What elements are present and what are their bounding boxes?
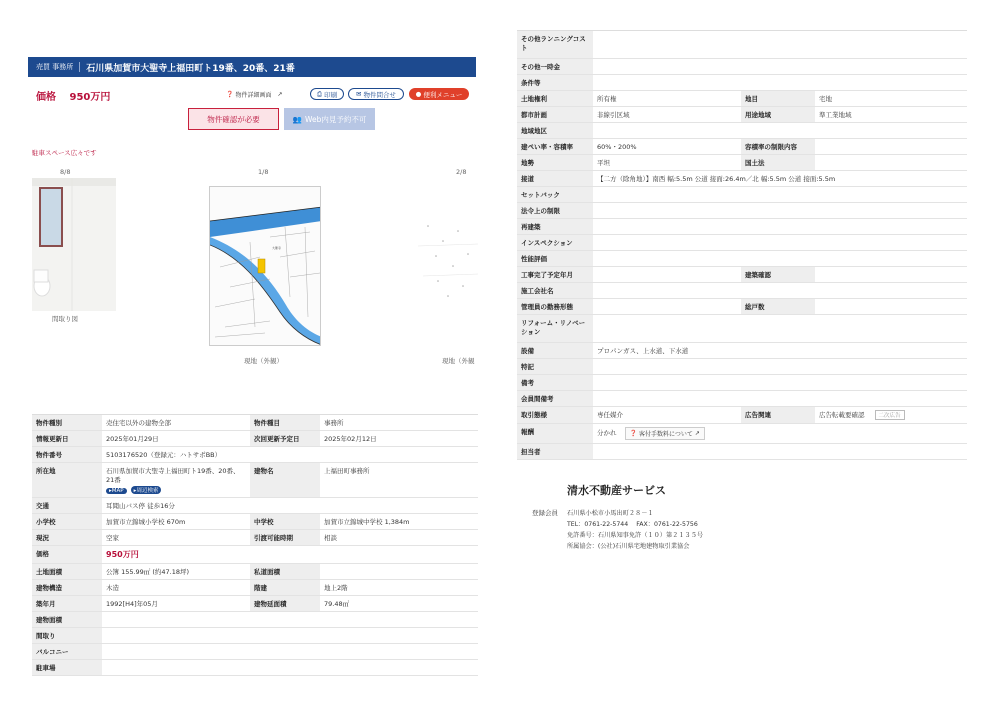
field-value: 2025年02月12日 — [324, 435, 377, 443]
field-value: 事務所 — [324, 419, 344, 427]
commission-info-button[interactable] — [625, 427, 705, 440]
field-label: 用途地域 — [741, 107, 815, 122]
exterior-caption: 現地（外観 — [442, 357, 475, 365]
floorplan-caption: 間取り図 — [52, 315, 78, 323]
field-label: 次回更新予定日 — [250, 431, 320, 446]
field-value — [815, 407, 967, 423]
gallery-counter-left: 8/8 — [60, 168, 71, 176]
field-label: 性能評価 — [517, 251, 593, 266]
field-label: 現況 — [32, 530, 102, 545]
field-label: 情報更新日 — [32, 431, 102, 446]
table-row — [517, 267, 967, 283]
field-value — [593, 315, 967, 342]
field-label: 小学校 — [32, 514, 102, 529]
svg-text:大聖寺: 大聖寺 — [272, 246, 282, 250]
field-label: 備考 — [517, 375, 593, 390]
field-label: 設備 — [517, 343, 593, 358]
field-value — [320, 564, 478, 579]
field-label: 建物構造 — [32, 580, 102, 595]
field-value: 【二方（除角地）】南西 幅:5.5m 公道 接面:26.4m／北 幅:5.5m 公道 接面:5.5m — [597, 175, 836, 183]
field-value: 相談 — [324, 534, 337, 542]
field-label: 法令上の制限 — [517, 203, 593, 218]
field-value — [102, 628, 478, 643]
floorplan-photo[interactable] — [32, 178, 116, 311]
field-label: 特記 — [517, 359, 593, 374]
field-value: 2025年01月29日 — [106, 435, 159, 443]
field-value: 1992[H4]年05月 — [106, 600, 158, 608]
table-row — [517, 139, 967, 155]
field-value: 地上2階 — [324, 584, 348, 592]
field-label: 建築確認 — [741, 267, 815, 282]
field-label: 価格 — [32, 546, 102, 563]
property-category: 売買 事務所 — [36, 62, 80, 72]
table-row — [32, 463, 478, 498]
field-value — [815, 299, 967, 314]
inquiry-button[interactable] — [348, 88, 404, 100]
field-value: 非線引区域 — [597, 111, 630, 119]
field-value — [593, 299, 741, 314]
print-button[interactable] — [310, 88, 344, 100]
address-value: 石川県加賀市大聖寺上福田町ト19番、20番、21番 — [106, 467, 240, 484]
company-address: 石川県小松市小馬出町２８－１ — [567, 510, 654, 517]
help-icon: ❓ — [629, 430, 637, 437]
field-label: その他ランニングコスト — [517, 31, 593, 58]
field-label: 所在地 — [32, 463, 102, 497]
field-label: 中学校 — [250, 514, 320, 529]
field-value — [815, 139, 967, 154]
web-view-label: Web内見予約不可 — [304, 114, 367, 124]
inquiry-label: 物件問合せ — [363, 90, 396, 99]
field-value — [593, 375, 967, 390]
table-row — [517, 299, 967, 315]
field-value — [593, 251, 967, 266]
menu-label: 便利メニュー — [423, 90, 463, 99]
field-label: 再建築 — [517, 219, 593, 234]
field-value: 加賀市立錦城中学校 1,384m — [324, 518, 410, 526]
field-label: セットバック — [517, 187, 593, 202]
table-row — [517, 375, 967, 391]
table-row — [517, 444, 967, 460]
field-value — [593, 187, 967, 202]
field-value — [102, 660, 478, 675]
nearby-search-button[interactable]: ▸周辺検索 — [131, 486, 162, 494]
table-row — [517, 155, 967, 171]
field-label: 取引態様 — [517, 407, 593, 423]
field-label: バルコニー — [32, 644, 102, 659]
field-value — [102, 612, 478, 627]
table-row — [32, 530, 478, 546]
field-value — [593, 444, 967, 459]
field-value — [593, 267, 741, 282]
table-row — [517, 235, 967, 251]
field-label: 土地権利 — [517, 91, 593, 106]
property-info-table — [32, 414, 478, 676]
field-value: 所有権 — [597, 95, 617, 103]
field-value — [593, 123, 967, 138]
field-value — [102, 644, 478, 659]
price-field-value: 950万円 — [106, 550, 139, 559]
field-value — [815, 267, 967, 282]
field-value — [815, 155, 967, 170]
table-row — [517, 187, 967, 203]
field-label: 報酬 — [517, 424, 593, 443]
company-contact: TEL：0761-22-5744 FAX：0761-22-5756 — [567, 521, 698, 528]
field-label: 物件種目 — [250, 415, 320, 430]
field-label: 物件種別 — [32, 415, 102, 430]
ad-value: 広告転載要確認 — [819, 411, 865, 419]
location-map — [210, 187, 321, 346]
table-row — [32, 514, 478, 530]
field-value: 宅地 — [819, 95, 832, 103]
field-value: 加賀市立錦城小学校 670m — [106, 518, 186, 526]
field-value: 上福田町事務所 — [324, 467, 370, 475]
property-header — [28, 57, 476, 77]
field-label: その他一時金 — [517, 59, 593, 74]
table-row — [517, 59, 967, 75]
price-label: 価格 — [36, 92, 56, 103]
detail-link-label: 物件詳細画面 — [235, 92, 272, 99]
printer-icon: ⎙ — [316, 89, 323, 98]
company-association: 所属協会：(公社)石川県宅地建物取引業協会 — [567, 543, 690, 550]
property-conditions-table — [517, 30, 967, 460]
table-row — [517, 31, 967, 59]
company-license: 免許番号：石川県知事免許（１０）第２１３５号 — [567, 532, 704, 539]
site-survey-image — [408, 186, 480, 346]
field-value — [593, 31, 967, 58]
field-label: インスペクション — [517, 235, 593, 250]
field-label: 総戸数 — [741, 299, 815, 314]
table-row — [32, 596, 478, 612]
field-label: 管理員の勤務形態 — [517, 299, 593, 314]
field-label: 容積率の制限内容 — [741, 139, 815, 154]
field-label: 駐車場 — [32, 660, 102, 675]
map-button-label: MAP — [111, 488, 124, 494]
right-page — [517, 30, 967, 460]
registration-label: 登録会員 — [532, 509, 558, 517]
field-value: 5103176520（登録元：ハトサポBB） — [106, 451, 222, 459]
map-caption: 現地（外観） — [244, 357, 283, 365]
table-row — [517, 219, 967, 235]
field-label: リフォーム・リノベーション — [517, 315, 593, 342]
field-label: 建物延面積 — [250, 596, 320, 611]
field-label: 土地面積 — [32, 564, 102, 579]
field-value: プロパンガス、上水道、下水道 — [597, 347, 689, 355]
field-value — [593, 219, 967, 234]
table-row — [517, 107, 967, 123]
field-value: 専任媒介 — [597, 411, 623, 419]
field-label: 建ぺい率・容積率 — [517, 139, 593, 154]
field-label: 担当者 — [517, 444, 593, 459]
field-label: 会員間備考 — [517, 391, 593, 406]
field-value: 60%・200% — [597, 143, 637, 151]
exterior-photo[interactable] — [408, 186, 480, 346]
table-row — [517, 203, 967, 219]
secondary-ad-tag: 二次広告 — [875, 410, 905, 420]
field-label: 接道 — [517, 171, 593, 186]
field-value: 耳聞山バス停 徒歩16分 — [106, 502, 175, 510]
field-value — [593, 283, 967, 298]
map-button[interactable]: ▸MAP — [106, 488, 127, 494]
nearby-search-label: 周辺検索 — [136, 488, 159, 494]
field-value: 79.48㎡ — [324, 600, 350, 608]
field-label: 地域地区 — [517, 123, 593, 138]
field-label: 条件等 — [517, 75, 593, 90]
address-cell — [102, 463, 250, 497]
table-row — [32, 447, 478, 463]
field-value — [593, 203, 967, 218]
field-label: 都市計画 — [517, 107, 593, 122]
table-row — [517, 424, 967, 444]
field-label: 工事完了予定年月 — [517, 267, 593, 282]
field-value — [593, 75, 967, 90]
gallery-counter-right: 2/8 — [456, 168, 467, 176]
room-image — [32, 178, 116, 311]
table-row — [32, 564, 478, 580]
table-row — [32, 628, 478, 644]
field-value: 公簿 155.99㎡ (約47.18坪) — [106, 568, 190, 576]
table-row — [517, 315, 967, 343]
field-label: 施工会社名 — [517, 283, 593, 298]
detail-link[interactable] — [226, 90, 283, 99]
table-row — [32, 644, 478, 660]
table-row — [32, 415, 478, 431]
field-label: 国土法 — [741, 155, 815, 170]
field-label: 間取り — [32, 628, 102, 643]
field-value: 空家 — [106, 534, 119, 542]
table-row — [517, 283, 967, 299]
field-label: 地勢 — [517, 155, 593, 170]
mail-icon: ✉ — [356, 90, 362, 98]
help-icon: ❓ — [226, 91, 234, 98]
table-row — [32, 498, 478, 514]
table-row — [32, 546, 478, 564]
price-row — [36, 88, 110, 103]
web-viewing-button[interactable] — [284, 108, 375, 130]
commission-info-label: 客付手数料について — [638, 431, 693, 438]
gallery-counter-center: 1/8 — [258, 168, 269, 176]
company-details — [567, 508, 703, 552]
field-value: 平坦 — [597, 159, 610, 167]
field-label: 地目 — [741, 91, 815, 106]
table-row — [517, 359, 967, 375]
field-value: 準工業地域 — [819, 111, 852, 119]
fee-value: 分かれ — [597, 429, 617, 437]
left-page — [28, 50, 480, 690]
table-row — [517, 171, 967, 187]
table-row — [517, 391, 967, 407]
lightbulb-icon: ● — [415, 90, 422, 98]
confirmation-required-button[interactable] — [188, 108, 279, 130]
field-label: 階建 — [250, 580, 320, 595]
field-value: 木造 — [106, 584, 119, 592]
field-value — [593, 424, 967, 443]
field-value — [593, 391, 967, 406]
field-label: 築年月 — [32, 596, 102, 611]
field-label: 建物面積 — [32, 612, 102, 627]
table-row — [32, 580, 478, 596]
map-photo[interactable] — [209, 186, 321, 346]
field-label: 引渡可能時期 — [250, 530, 320, 545]
table-row — [517, 407, 967, 424]
field-value — [593, 59, 967, 74]
convenience-menu-button[interactable] — [409, 88, 469, 100]
field-value — [593, 359, 967, 374]
field-label: 交通 — [32, 498, 102, 513]
table-row — [32, 431, 478, 447]
field-label: 私道面積 — [250, 564, 320, 579]
field-value: 売住宅以外の建物全部 — [106, 419, 171, 427]
external-link-icon: ↗ — [694, 430, 700, 437]
table-row — [517, 91, 967, 107]
company-name: 清水不動産サービス — [567, 484, 666, 497]
field-label: 広告関連 — [741, 407, 815, 423]
table-row — [517, 75, 967, 91]
table-row — [32, 612, 478, 628]
table-row — [517, 251, 967, 267]
table-row — [517, 123, 967, 139]
field-label: 物件番号 — [32, 447, 102, 462]
confirm-label: 物件確認が必要 — [207, 114, 260, 124]
property-title: 石川県加賀市大聖寺上福田町ト19番、20番、21番 — [86, 63, 295, 74]
table-row — [32, 660, 478, 676]
property-note: 駐車スペース広々です — [32, 149, 97, 157]
users-icon: 👥 — [292, 114, 302, 124]
table-row — [517, 343, 967, 359]
price-value: 950万円 — [69, 92, 111, 103]
external-link-icon: ↗ — [277, 91, 283, 98]
field-label: 建物名 — [250, 463, 320, 497]
field-value — [593, 235, 967, 250]
print-label: 印刷 — [324, 90, 338, 99]
